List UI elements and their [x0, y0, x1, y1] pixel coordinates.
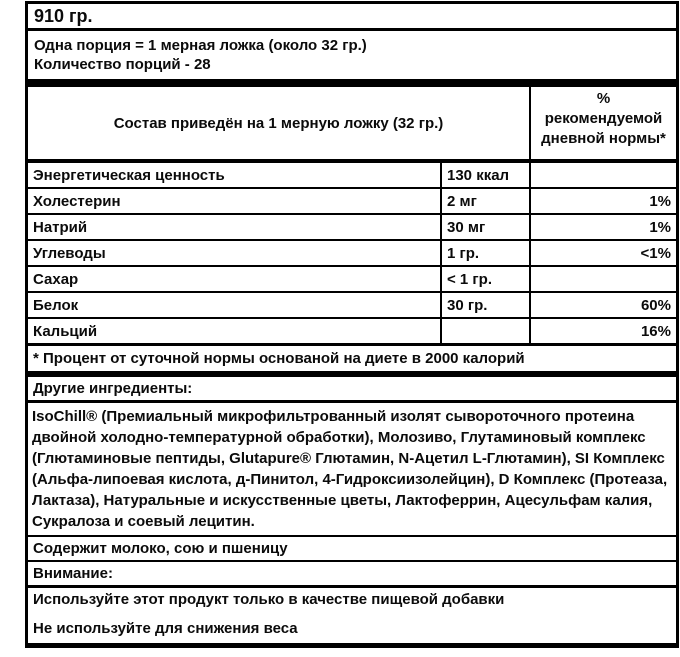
- nutrient-dv: [529, 163, 676, 187]
- ingredients-line: Сукралоза и соевый лецитин.: [32, 513, 255, 530]
- nutrient-dv: 16%: [529, 319, 676, 343]
- nutrient-name: Кальций: [33, 322, 98, 340]
- table-row: [28, 265, 676, 291]
- ingredients-line: (Глютаминовые пептиды, Glutapure® Глютамин, N-Ацетил L-Глютамин), SI Комплекс: [32, 450, 665, 467]
- nutrient-amount: 30 мг: [440, 215, 529, 239]
- warning-text: [28, 588, 676, 643]
- table-row: [28, 213, 676, 239]
- other-ingredients-header: Другие ингредиенты:: [28, 377, 676, 403]
- nutrient-dv: [529, 267, 676, 291]
- nutrient-amount: [440, 319, 529, 343]
- serving-info: [28, 31, 676, 87]
- nutrient-name: Сахар: [33, 270, 79, 288]
- nutrient-dv: <1%: [529, 241, 676, 265]
- table-row: [28, 317, 676, 343]
- warning-header: Внимание:: [28, 562, 676, 588]
- daily-value-header: [529, 87, 676, 159]
- nutrient-amount: 1 гр.: [440, 241, 529, 265]
- nutrient-name: Холестерин: [33, 192, 121, 210]
- serving-size-line: Одна порция = 1 мерная ложка (около 32 гр.): [34, 37, 367, 54]
- nutrient-name: Натрий: [33, 218, 88, 236]
- nutrient-name: Углеводы: [33, 244, 106, 262]
- composition-header: Состав приведён на 1 мерную ложку (32 гр.): [113, 114, 444, 132]
- table-row: [28, 291, 676, 317]
- warning-line: Используйте этот продукт только в качестве пищевой добавки: [33, 591, 505, 608]
- daily-value-footnote: * Процент от суточной нормы основаной на диете в 2000 калорий: [28, 346, 676, 377]
- nutrient-name: Энергетическая ценность: [33, 166, 225, 184]
- ingredients-line: двойной холодно-температурной обработки), Молозиво, Глутаминовый комплекс: [32, 429, 646, 446]
- allergen-statement: Содержит молоко, сою и пшеницу: [28, 537, 676, 562]
- table-row: [28, 187, 676, 213]
- daily-value-header-line: дневной нормы*: [541, 130, 666, 147]
- nutrient-amount: 2 мг: [440, 189, 529, 213]
- daily-value-header-line: рекомендуемой: [544, 110, 663, 127]
- nutrient-name: Белок: [33, 296, 79, 314]
- nutrient-dv: 1%: [529, 215, 676, 239]
- table-row: [28, 239, 676, 265]
- table-header-row: [28, 87, 676, 163]
- ingredients-line: IsoChill® (Премиальный микрофильтрованный изолят сывороточного протеина: [32, 408, 635, 425]
- nutrient-amount: < 1 гр.: [440, 267, 529, 291]
- other-ingredients-text: [28, 403, 676, 537]
- net-weight: 910 гр.: [28, 4, 676, 31]
- nutrition-label: [25, 1, 679, 648]
- ingredients-line: Лактаза), Натуральные и искусственные цветы, Лактоферрин, Ацесульфам калия,: [32, 492, 653, 509]
- nutrient-table: [28, 163, 676, 346]
- warning-line: Не используйте для снижения веса: [33, 620, 298, 637]
- nutrient-dv: 1%: [529, 189, 676, 213]
- servings-per-container-line: Количество порций - 28: [34, 56, 211, 73]
- nutrient-amount: 30 гр.: [440, 293, 529, 317]
- nutrient-amount: 130 ккал: [440, 163, 529, 187]
- table-row: [28, 163, 676, 187]
- daily-value-header-line: %: [596, 90, 611, 107]
- ingredients-line: (Альфа-липоевая кислота, д-Пинитол, 4-Гидроксиизолейцин), D Комплекс (Протеаза,: [32, 471, 668, 488]
- nutrient-dv: 60%: [529, 293, 676, 317]
